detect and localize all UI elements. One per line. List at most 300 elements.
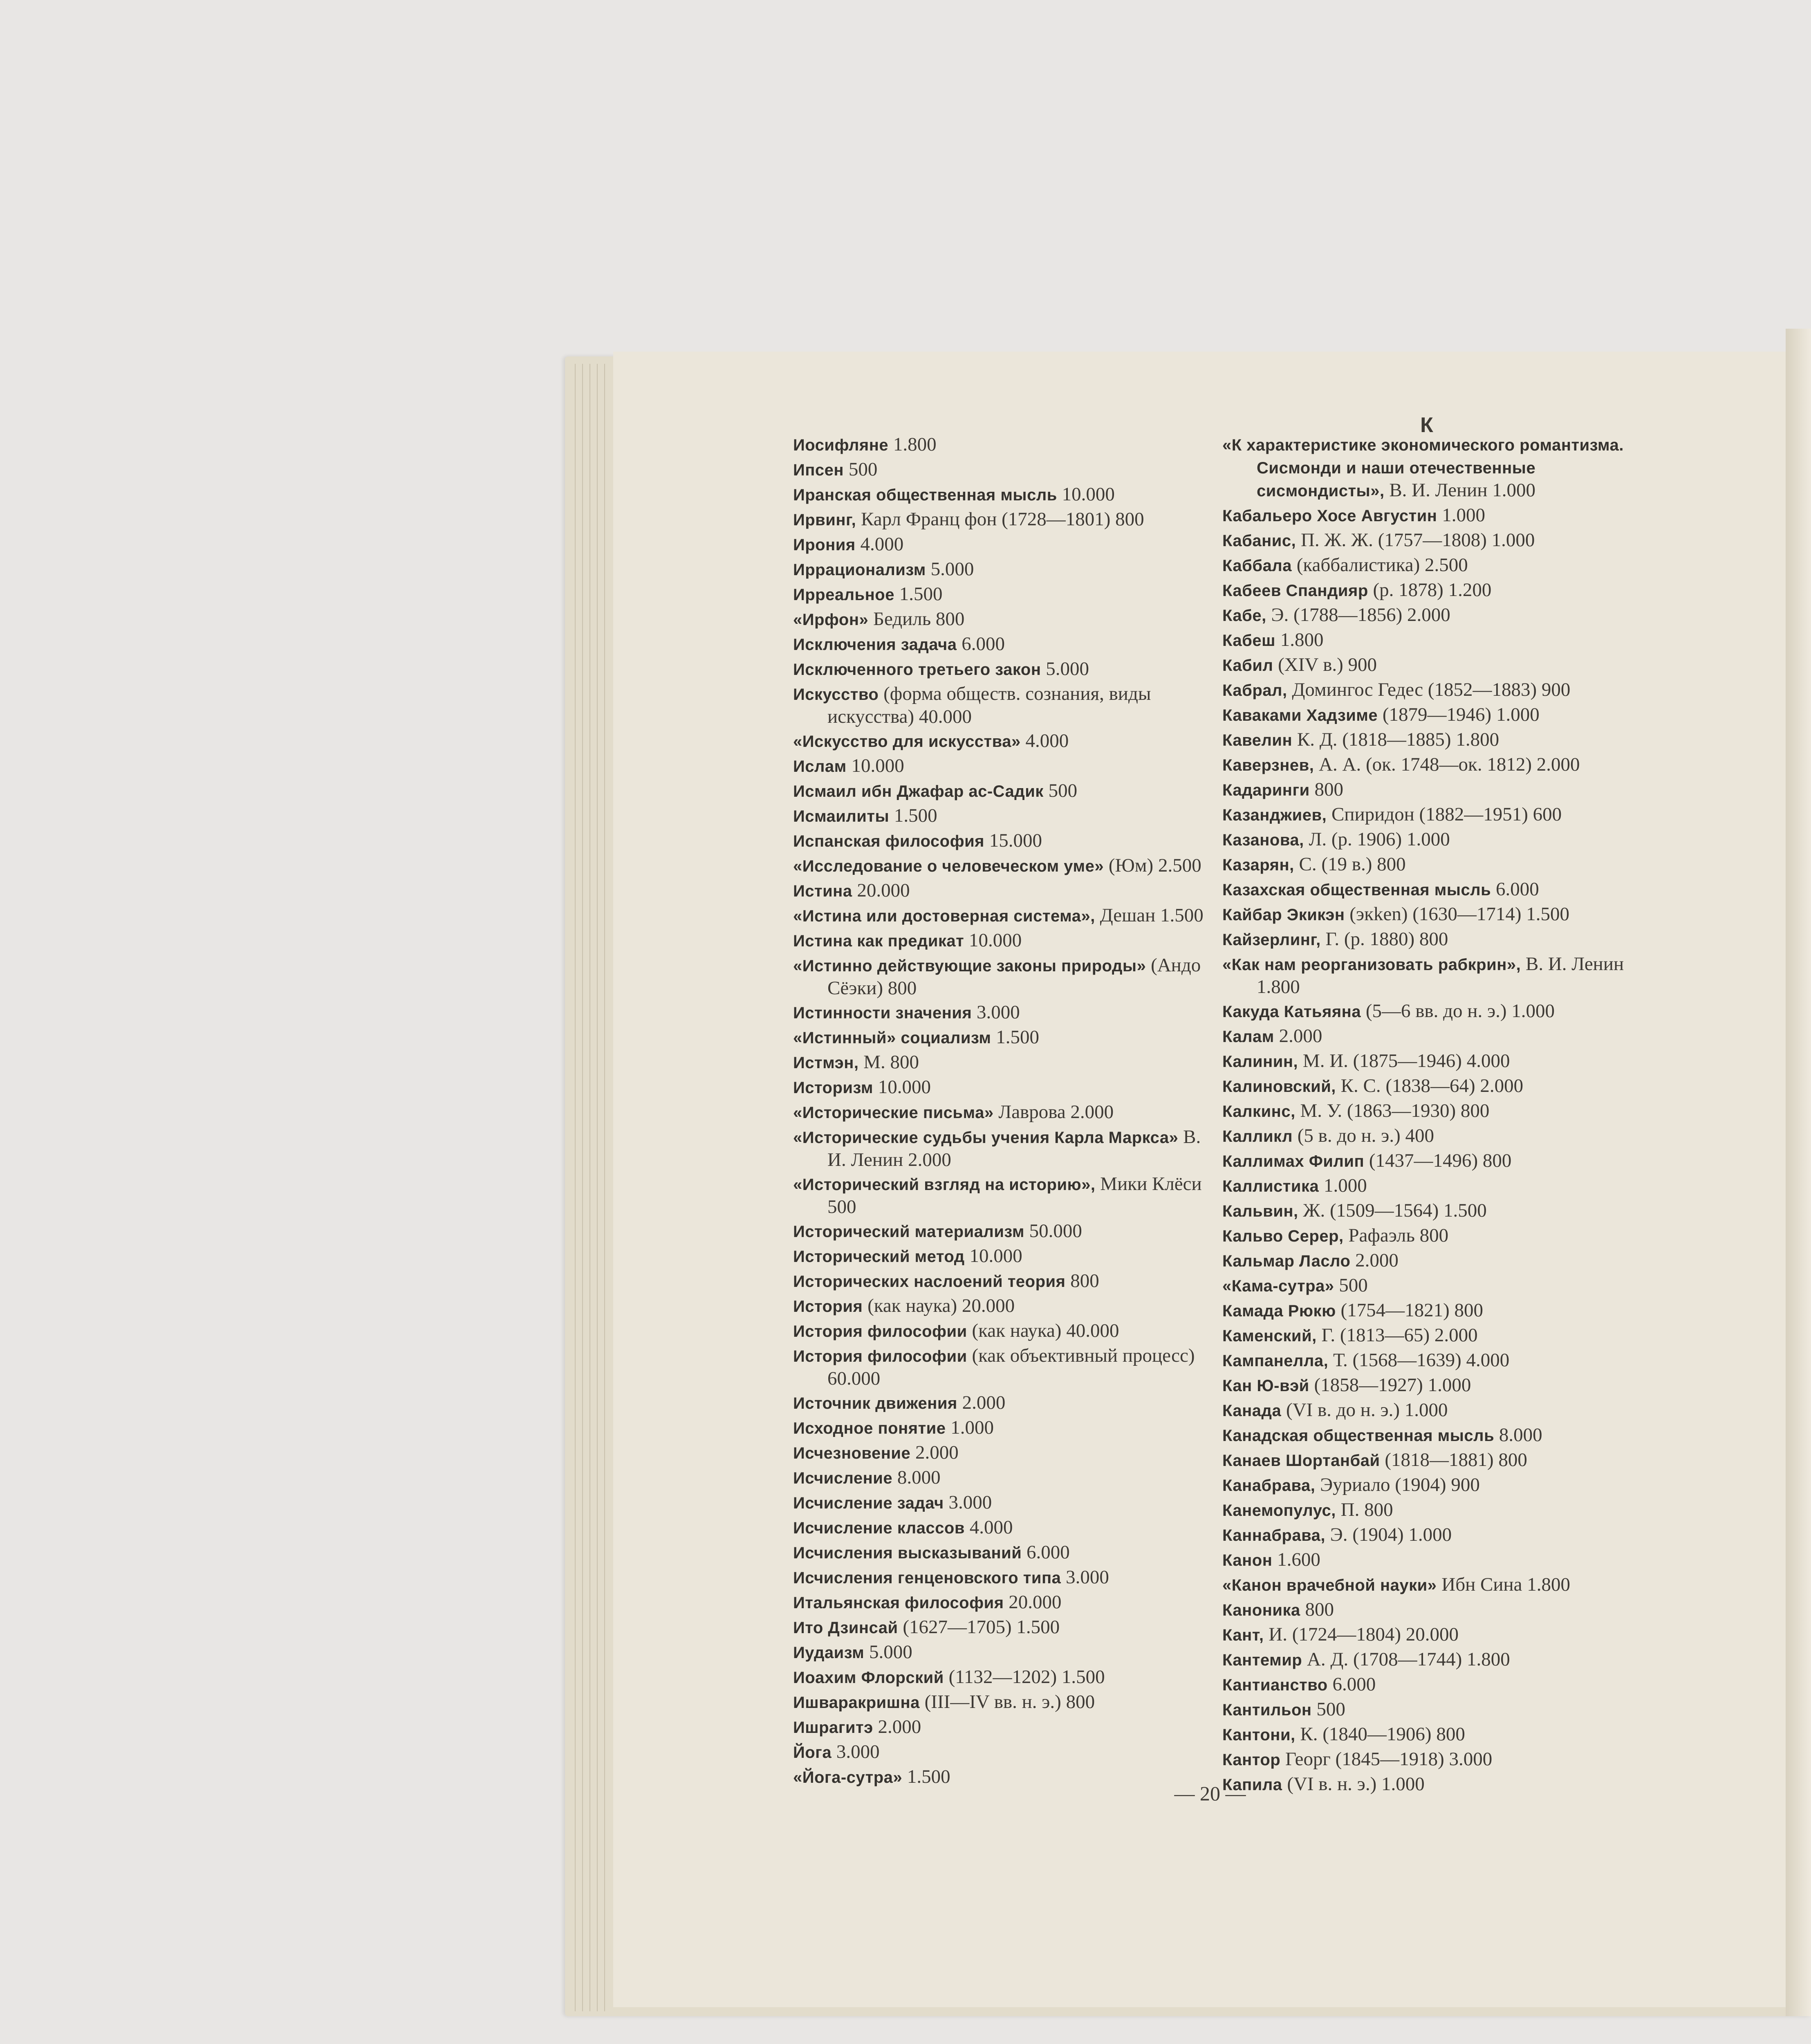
entry-details: 20.000 — [852, 880, 910, 901]
entry-term: Иоахим Флорский — [793, 1669, 944, 1687]
index-entry — [1222, 1299, 1643, 1322]
entry-details: Дешан 1.500 — [1095, 905, 1204, 926]
entry-term: Кабил — [1222, 657, 1273, 675]
entry-details: 4.000 — [855, 533, 904, 555]
index-entry — [793, 1416, 1210, 1439]
entry-details: 8.000 — [892, 1467, 941, 1488]
entry-details: 500 — [844, 459, 878, 480]
index-entry — [793, 805, 1210, 827]
entry-term: Казарян, — [1222, 856, 1294, 874]
entry-term: Калам — [1222, 1028, 1274, 1046]
index-entry — [1222, 1050, 1643, 1073]
entry-term: Калиновский, — [1222, 1078, 1336, 1096]
entry-term: Кайзерлинг, — [1222, 931, 1321, 949]
entry-term: Казахская общественная мысль — [1222, 881, 1491, 899]
entry-term: Исключенного третьего закон — [793, 661, 1041, 679]
index-entry — [793, 854, 1210, 877]
entry-details: (как наука) 20.000 — [863, 1295, 1015, 1316]
index-entry — [793, 1220, 1210, 1243]
index-entry — [793, 1516, 1210, 1539]
entry-term: Испанская философия — [793, 832, 985, 850]
entry-term: Ирония — [793, 536, 856, 554]
entry-term: Иосифляне — [793, 436, 889, 454]
entry-term: Иррационализм — [793, 561, 926, 579]
entry-term: Казанджиев, — [1222, 806, 1327, 824]
index-entry — [793, 1345, 1210, 1390]
index-entry — [793, 829, 1210, 852]
entry-term: Исторических наслоений теория — [793, 1273, 1066, 1291]
entry-details: 800 — [1300, 1599, 1334, 1620]
index-entry — [1222, 1249, 1643, 1272]
entry-term: Исчезновение — [793, 1444, 911, 1462]
index-entry — [1222, 579, 1643, 602]
entry-term: Кабанис, — [1222, 532, 1296, 550]
index-entry — [793, 1076, 1210, 1099]
index-entry — [1222, 1474, 1643, 1497]
index-entry — [793, 608, 1210, 631]
index-entry — [793, 1001, 1210, 1024]
entry-details: (каббалистика) 2.500 — [1291, 554, 1468, 576]
entry-term: Каноника — [1222, 1601, 1300, 1619]
index-entry — [1222, 1673, 1643, 1696]
entry-details: 2.000 — [910, 1442, 959, 1463]
entry-term: Камада Рюкю — [1222, 1302, 1336, 1320]
entry-term: Кантор — [1222, 1751, 1281, 1769]
index-entry — [793, 1051, 1210, 1074]
entry-term: Канаев Шортанбай — [1222, 1452, 1380, 1470]
index-entry — [1222, 1349, 1643, 1372]
entry-details: (1754—1821) 800 — [1336, 1300, 1484, 1321]
index-entry — [793, 1491, 1210, 1514]
entry-details: К. С. (1838—64) 2.000 — [1336, 1075, 1524, 1096]
entry-details: Спиридон (1882—1951) 600 — [1327, 804, 1562, 825]
entry-details: (VI в. до н. э.) 1.000 — [1281, 1399, 1448, 1421]
entry-details: 20.000 — [1004, 1591, 1062, 1613]
entry-details: 10.000 — [964, 930, 1022, 951]
index-entry — [1222, 1025, 1643, 1048]
page-edge — [600, 364, 605, 2011]
index-column-left — [793, 433, 1210, 1791]
entry-details: 1.000 — [946, 1417, 994, 1438]
entry-term: Кабальеро Хосе Августин — [1222, 507, 1437, 525]
index-entry — [1222, 1274, 1643, 1297]
entry-details: 500 — [1334, 1275, 1368, 1296]
entry-details: 2.000 — [873, 1716, 921, 1737]
entry-term: Каббала — [1222, 557, 1292, 575]
entry-term: Канадская общественная мысль — [1222, 1427, 1495, 1445]
entry-term: Исключения задача — [793, 636, 957, 654]
entry-term: Исчисление задач — [793, 1494, 944, 1512]
index-entry — [1222, 1698, 1643, 1721]
index-entry — [1222, 1648, 1643, 1671]
index-entry — [1222, 903, 1643, 926]
index-entry — [1222, 629, 1643, 652]
entry-details: 15.000 — [984, 830, 1042, 851]
entry-term: «Исторические письма» — [793, 1104, 994, 1122]
entry-details: 4.000 — [1020, 730, 1069, 751]
entry-term: Кампанелла, — [1222, 1352, 1329, 1370]
entry-details: (1132—1202) 1.500 — [944, 1666, 1105, 1688]
index-entry — [1222, 1174, 1643, 1197]
entry-details: (Андо Сёэки) 800 — [827, 955, 1201, 999]
index-entry — [793, 683, 1210, 728]
entry-details: Э. (1904) 1.000 — [1325, 1524, 1452, 1545]
entry-term: Кальво Серер, — [1222, 1227, 1344, 1245]
entry-details: П. Ж. Ж. (1757—1808) 1.000 — [1296, 529, 1535, 551]
entry-details: В. И. Ленин 2.000 — [827, 1126, 1201, 1170]
index-entry — [1222, 953, 1643, 998]
book-spine — [1786, 329, 1811, 2016]
entry-term: Исчисления высказываний — [793, 1544, 1022, 1562]
entry-term: История философии — [793, 1322, 967, 1340]
entry-term: «К характеристике экономического романтизма. Сисмонди и наши отечественные сисмондисты», — [1222, 436, 1624, 500]
entry-details: (5 в. до н. э.) 400 — [1292, 1125, 1434, 1146]
entry-term: Калликл — [1222, 1127, 1293, 1145]
entry-details: А. Д. (1708—1744) 1.800 — [1302, 1649, 1510, 1670]
entry-details: Эуриало (1904) 900 — [1315, 1474, 1480, 1495]
index-entry — [1222, 778, 1643, 801]
entry-details: 1.500 — [894, 583, 943, 605]
entry-details: 10.000 — [846, 755, 904, 776]
entry-term: Канабрава, — [1222, 1477, 1316, 1495]
index-entry — [1222, 803, 1643, 826]
entry-term: Историзм — [793, 1079, 873, 1097]
index-entry — [1222, 1125, 1643, 1148]
index-entry — [793, 1320, 1210, 1342]
index-entry — [793, 533, 1210, 556]
entry-term: Исторический материализм — [793, 1223, 1024, 1241]
entry-details: (р. 1878) 1.200 — [1368, 579, 1492, 601]
entry-term: История философии — [793, 1347, 967, 1365]
entry-term: Каваками Хадзиме — [1222, 706, 1378, 724]
entry-details: 3.000 — [832, 1741, 880, 1762]
entry-term: «Исторические судьбы учения Карла Маркса» — [793, 1129, 1179, 1147]
index-entry — [793, 1466, 1210, 1489]
entry-term: «Ирфон» — [793, 611, 869, 629]
entry-details: С. (19 в.) 800 — [1294, 854, 1406, 875]
index-entry — [1222, 1075, 1643, 1098]
entry-details: (как объективный процесс) 60.000 — [827, 1345, 1195, 1389]
entry-term: Калкинс, — [1222, 1103, 1295, 1121]
index-entry — [1222, 1424, 1643, 1447]
index-entry — [1222, 1199, 1643, 1222]
entry-details: (1879—1946) 1.000 — [1378, 704, 1540, 725]
index-entry — [1222, 1150, 1643, 1172]
entry-details: 5.000 — [926, 558, 974, 580]
entry-details: 500 — [1043, 780, 1078, 801]
entry-term: Исмаил ибн Джафар ас-Садик — [793, 782, 1044, 800]
entry-details: 5.000 — [864, 1641, 912, 1663]
index-entry — [1222, 1573, 1643, 1596]
entry-term: Исчисление классов — [793, 1519, 965, 1537]
index-entry — [793, 1126, 1210, 1171]
index-entry — [793, 1616, 1210, 1639]
entry-details: В. И. Ленин 1.800 — [1257, 953, 1624, 997]
index-entry — [1222, 504, 1643, 527]
entry-term: Иудаизм — [793, 1644, 865, 1662]
entry-details: 1.800 — [888, 434, 937, 455]
entry-details: Лаврова 2.000 — [993, 1101, 1114, 1123]
entry-details: 1.000 — [1319, 1175, 1367, 1196]
entry-term: Кавелин — [1222, 731, 1293, 749]
entry-term: «Искусство для искусства» — [793, 733, 1021, 751]
index-entry — [793, 658, 1210, 681]
index-entry — [1222, 1748, 1643, 1771]
entry-details: 800 — [1065, 1270, 1099, 1291]
entry-term: Кабеш — [1222, 632, 1275, 650]
entry-details: В. И. Ленин 1.000 — [1384, 480, 1535, 501]
entry-term: Искусство — [793, 686, 879, 704]
entry-term: Исторический метод — [793, 1248, 965, 1266]
index-entry — [793, 1101, 1210, 1124]
index-entry — [1222, 1399, 1643, 1422]
entry-details: (1818—1881) 800 — [1380, 1449, 1527, 1470]
index-entry — [793, 1441, 1210, 1464]
entry-term: Кантианство — [1222, 1676, 1328, 1694]
index-entry — [793, 633, 1210, 656]
entry-details: А. А. (ок. 1748—ок. 1812) 2.000 — [1314, 754, 1580, 775]
entry-term: Ирреальное — [793, 586, 894, 604]
entry-term: Кадаринги — [1222, 781, 1310, 799]
entry-term: «Истинный» социализм — [793, 1029, 991, 1047]
index-entry — [1222, 1000, 1643, 1023]
entry-term: «Как нам реорганизовать рабкрин», — [1222, 956, 1521, 974]
entry-term: Ишваракришна — [793, 1694, 920, 1712]
entry-term: Ислам — [793, 758, 847, 775]
entry-term: Ирвинг, — [793, 511, 856, 529]
entry-details: (1627—1705) 1.500 — [898, 1616, 1060, 1638]
index-entry — [793, 780, 1210, 802]
index-entry — [793, 483, 1210, 506]
entry-term: Кабе, — [1222, 607, 1266, 625]
index-entry — [793, 1392, 1210, 1414]
index-entry — [1222, 1100, 1643, 1123]
entry-details: 500 — [1311, 1699, 1345, 1720]
entry-details: М. У. (1863—1930) 800 — [1295, 1100, 1490, 1121]
entry-details: 800 — [1309, 779, 1343, 800]
entry-term: Кан Ю-вэй — [1222, 1377, 1309, 1395]
entry-details: 6.000 — [1022, 1542, 1070, 1563]
entry-details: Домингос Гедес (1852—1883) 900 — [1287, 679, 1571, 700]
index-entry — [793, 1541, 1210, 1564]
entry-term: Иранская общественная мысль — [793, 486, 1057, 504]
index-entry — [1222, 828, 1643, 851]
entry-term: Каллимах Филип — [1222, 1152, 1365, 1170]
index-entry — [1222, 928, 1643, 951]
entry-term: Ито Дзинсай — [793, 1619, 898, 1637]
page-edge — [578, 364, 583, 2011]
entry-term: «Кама-сутра» — [1222, 1277, 1334, 1295]
index-entry — [793, 558, 1210, 581]
entry-details: Г. (р. 1880) 800 — [1320, 928, 1448, 950]
index-entry — [1222, 853, 1643, 876]
index-entry — [1222, 529, 1643, 552]
index-entry — [793, 1295, 1210, 1318]
entry-term: Кабрал, — [1222, 681, 1287, 699]
entry-details: 1.500 — [902, 1766, 950, 1787]
entry-details: (1437—1496) 800 — [1364, 1150, 1512, 1171]
entry-details: 5.000 — [1041, 658, 1089, 679]
index-entry — [1222, 1224, 1643, 1247]
entry-details: 10.000 — [873, 1076, 931, 1098]
entry-term: Источник движения — [793, 1394, 957, 1412]
index-entry — [793, 508, 1210, 531]
entry-details: Георг (1845—1918) 3.000 — [1280, 1748, 1493, 1770]
index-entry — [793, 1026, 1210, 1049]
entry-term: «Канон врачебной науки» — [1222, 1576, 1437, 1594]
entry-term: «Истина или достоверная система», — [793, 907, 1095, 925]
entry-term: Истина — [793, 882, 852, 900]
entry-details: 4.000 — [964, 1517, 1013, 1538]
entry-details: К. (1840—1906) 800 — [1295, 1724, 1465, 1745]
index-entry — [793, 1716, 1210, 1739]
entry-details: Мики Клёси 500 — [827, 1173, 1202, 1217]
entry-term: «Истинно действующие законы природы» — [793, 957, 1146, 975]
index-entry — [793, 879, 1210, 902]
index-entry — [1222, 554, 1643, 577]
index-entry — [1222, 1449, 1643, 1472]
entry-details: Г. (1813—65) 2.000 — [1316, 1325, 1478, 1346]
index-entry — [1222, 1374, 1643, 1397]
entry-details: 1.500 — [991, 1026, 1039, 1048]
entry-details: Э. (1788—1856) 2.000 — [1266, 604, 1450, 625]
entry-details: Ж. (1509—1564) 1.500 — [1298, 1200, 1487, 1221]
entry-term: Канемопулус, — [1222, 1502, 1336, 1520]
entry-term: Каннабрава, — [1222, 1526, 1326, 1544]
entry-details: Л. (р. 1906) 1.000 — [1304, 829, 1450, 850]
entry-details: (как наука) 40.000 — [967, 1320, 1119, 1341]
index-entry — [1222, 1524, 1643, 1546]
entry-details: 6.000 — [1327, 1674, 1376, 1695]
entry-term: Исчисления генценовского типа — [793, 1569, 1061, 1587]
entry-term: Кальмар Ласло — [1222, 1252, 1351, 1270]
entry-term: Ипсен — [793, 461, 844, 479]
index-entry — [793, 1741, 1210, 1764]
entry-details: М. И. (1875—1946) 4.000 — [1298, 1050, 1510, 1071]
entry-details: 2.000 — [957, 1392, 1006, 1413]
index-entry — [1222, 1324, 1643, 1347]
entry-details: (5—6 вв. до н. э.) 1.000 — [1361, 1000, 1555, 1022]
index-entry — [1222, 878, 1643, 901]
page-edge — [593, 364, 598, 2011]
entry-term: «Йога-сутра» — [793, 1768, 903, 1786]
entry-details: 1.000 — [1437, 504, 1485, 526]
index-entry — [793, 1566, 1210, 1589]
entry-term: История — [793, 1298, 863, 1316]
entry-details: (XIV в.) 900 — [1273, 654, 1377, 675]
entry-term: Исмаилиты — [793, 807, 890, 825]
entry-details: 8.000 — [1494, 1424, 1542, 1446]
index-entry — [793, 954, 1210, 999]
entry-details: И. (1724—1804) 20.000 — [1264, 1624, 1459, 1645]
index-entry — [793, 1666, 1210, 1689]
entry-details: Ибн Сина 1.800 — [1437, 1574, 1571, 1595]
entry-details: (экken) (1630—1714) 1.500 — [1345, 903, 1570, 925]
index-entry — [1222, 1549, 1643, 1571]
entry-term: Каллистика — [1222, 1177, 1319, 1195]
index-entry — [1222, 654, 1643, 677]
index-entry — [793, 1691, 1210, 1714]
index-entry — [793, 1173, 1210, 1218]
entry-details: 10.000 — [1057, 484, 1115, 505]
entry-details: 6.000 — [957, 633, 1005, 654]
entry-term: Истина как предикат — [793, 932, 964, 950]
entry-term: Кантемир — [1222, 1651, 1302, 1669]
entry-term: Кантильон — [1222, 1701, 1312, 1719]
index-entry — [1222, 753, 1643, 776]
index-entry — [1222, 679, 1643, 702]
entry-details: Рафаэль 800 — [1343, 1225, 1449, 1246]
index-entry — [793, 755, 1210, 778]
entry-term: Исходное понятие — [793, 1419, 946, 1437]
entry-details: 3.000 — [1061, 1567, 1109, 1588]
page-edge — [571, 364, 576, 2011]
entry-details: 2.000 — [1350, 1250, 1399, 1271]
index-entry — [793, 458, 1210, 481]
index-entry — [1222, 1499, 1643, 1522]
entry-details: 3.000 — [972, 1002, 1020, 1023]
index-entry — [793, 433, 1210, 456]
entry-term: Йога — [793, 1744, 832, 1762]
entry-details: 1.800 — [1275, 629, 1324, 650]
entry-details: 2.000 — [1274, 1025, 1322, 1047]
entry-term: Итальянская философия — [793, 1594, 1004, 1612]
entry-details: 1.600 — [1272, 1549, 1320, 1570]
entry-details: 50.000 — [1024, 1220, 1082, 1242]
entry-term: «Исследование о человеческом уме» — [793, 857, 1104, 875]
index-entry — [1222, 1623, 1643, 1646]
entry-term: Канада — [1222, 1402, 1282, 1420]
index-column-right — [1222, 433, 1643, 1798]
entry-details: (форма обществ. сознания, виды искусства) 40.000 — [827, 683, 1151, 727]
entry-details: 6.000 — [1491, 879, 1539, 900]
entry-details: Карл Франц фон (1728—1801) 800 — [856, 509, 1144, 530]
entry-term: Казанова, — [1222, 831, 1304, 849]
entry-details: (Юм) 2.500 — [1104, 855, 1201, 876]
entry-term: Каверзнев, — [1222, 756, 1314, 774]
entry-term: Исчисление — [793, 1469, 893, 1487]
entry-term: «Исторический взгляд на историю», — [793, 1176, 1096, 1194]
entry-details: 10.000 — [964, 1245, 1022, 1266]
entry-details: 3.000 — [944, 1492, 992, 1513]
index-entry — [1222, 704, 1643, 726]
entry-term: Каменский, — [1222, 1327, 1317, 1345]
entry-details: М. 800 — [858, 1051, 919, 1073]
index-entry — [793, 929, 1210, 952]
index-entry — [793, 904, 1210, 927]
index-entry — [1222, 1723, 1643, 1746]
entry-term: Капила — [1222, 1776, 1282, 1794]
index-entry — [793, 1245, 1210, 1268]
index-entry — [793, 583, 1210, 606]
entry-details: (III—IV вв. н. э.) 800 — [919, 1691, 1095, 1712]
index-entry — [793, 1270, 1210, 1293]
index-entry — [793, 1641, 1210, 1664]
entry-term: Кант, — [1222, 1626, 1264, 1644]
entry-term: Кантони, — [1222, 1726, 1295, 1744]
entry-term: Истинности значения — [793, 1004, 972, 1022]
index-entry — [1222, 433, 1643, 502]
section-heading: К — [1420, 413, 1433, 437]
index-entry — [1222, 728, 1643, 751]
index-entry — [1222, 604, 1643, 627]
page-edge — [585, 364, 590, 2011]
page-number: — 20 — — [1174, 1782, 1246, 1805]
entry-term: Канон — [1222, 1551, 1273, 1569]
entry-term: Кальвин, — [1222, 1202, 1298, 1220]
entry-details: Т. (1568—1639) 4.000 — [1328, 1349, 1510, 1371]
entry-details: П. 800 — [1336, 1499, 1393, 1520]
